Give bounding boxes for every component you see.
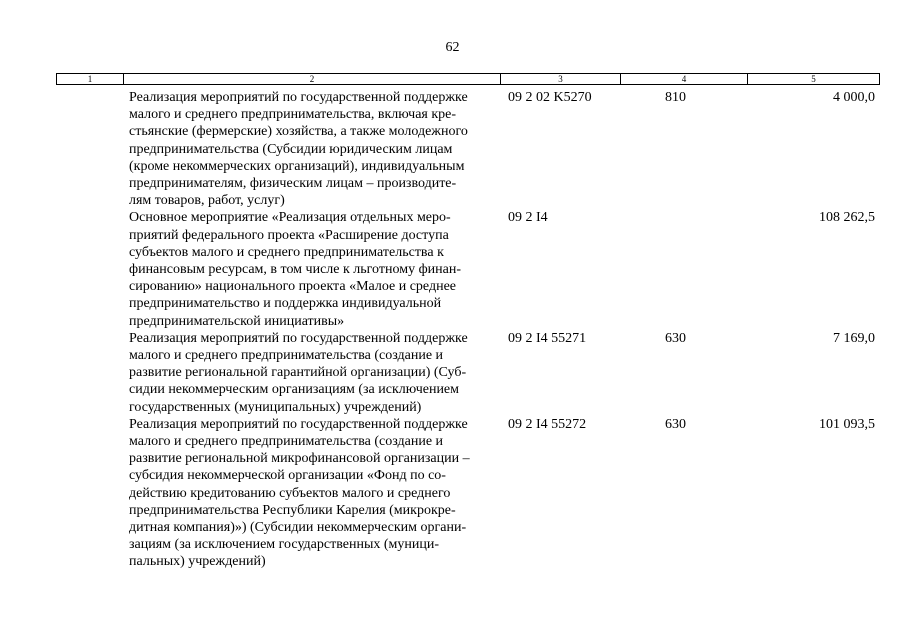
table-body bbox=[0, 89, 905, 571]
row-amount: 4 000,0 bbox=[833, 90, 875, 105]
row-code: 09 2 I4 bbox=[508, 210, 548, 226]
row-amount: 101 093,5 bbox=[819, 416, 875, 432]
row-expense-type: 810 bbox=[665, 90, 686, 105]
row-expense-type: 630 bbox=[665, 330, 686, 346]
row-code: 09 2 I4 55271 bbox=[508, 330, 587, 346]
row-code: 09 2 I4 55272 bbox=[508, 416, 587, 432]
table-row bbox=[0, 209, 905, 329]
table-header-row bbox=[56, 73, 880, 85]
column-header-5: 5 bbox=[811, 74, 816, 84]
page-number: 62 bbox=[445, 40, 460, 55]
row-description: Реализация мероприятий по государственной поддержке малого и среднего предпринимательства, включая кре- стьянские (фермерские) хозяйства, а также молодежного предпринимательства (Субсидии юридическим лицам (кроме некоммерческих организаций), индивидуальным предпринимателям, физическим лицам – производите- лям товаров, работ, услуг) bbox=[129, 90, 468, 209]
row-description: Основное мероприятие «Реализация отдельных меро- приятий федерального проекта «Расширение доступа субъектов малого и среднего предпринимательства к финансовым ресурсам, в том числе к льготному финан- сированию» национального проекта «Малое и среднее предпринимательство и поддержка индивидуальной предпринимательской инициативы» bbox=[129, 210, 461, 329]
column-header-1: 1 bbox=[57, 74, 124, 84]
row-description: Реализация мероприятий по государственной поддержке малого и среднего предпринимательства (создание и развитие региональной микрофинансовой организации – субсидия некоммерческой организации «Фонд по со- действию кредитованию субъектов малого и среднего предпринимательства Республики Карелия (микрокре- дитная компания)») (Субсидии некоммерческим органи- зациям (за исключением государственных (муници- пальных) учреждений) bbox=[129, 416, 470, 570]
row-amount: 108 262,5 bbox=[819, 210, 875, 226]
column-header-4: 4 bbox=[621, 74, 748, 84]
row-amount: 7 169,0 bbox=[833, 330, 875, 346]
column-header-2: 2 bbox=[124, 74, 501, 84]
row-code: 09 2 02 K5270 bbox=[508, 90, 592, 105]
column-header-3: 3 bbox=[501, 74, 621, 84]
row-expense-type: 630 bbox=[665, 416, 686, 432]
table-row bbox=[0, 330, 905, 416]
table-row bbox=[0, 89, 905, 209]
table-row bbox=[0, 416, 905, 571]
row-description: Реализация мероприятий по государственной поддержке малого и среднего предпринимательства (создание и развитие региональной гарантийной организации) (Суб- сидии некоммерческим организациям (за исключением государственных (муниципальных) учреждений) bbox=[129, 330, 468, 415]
